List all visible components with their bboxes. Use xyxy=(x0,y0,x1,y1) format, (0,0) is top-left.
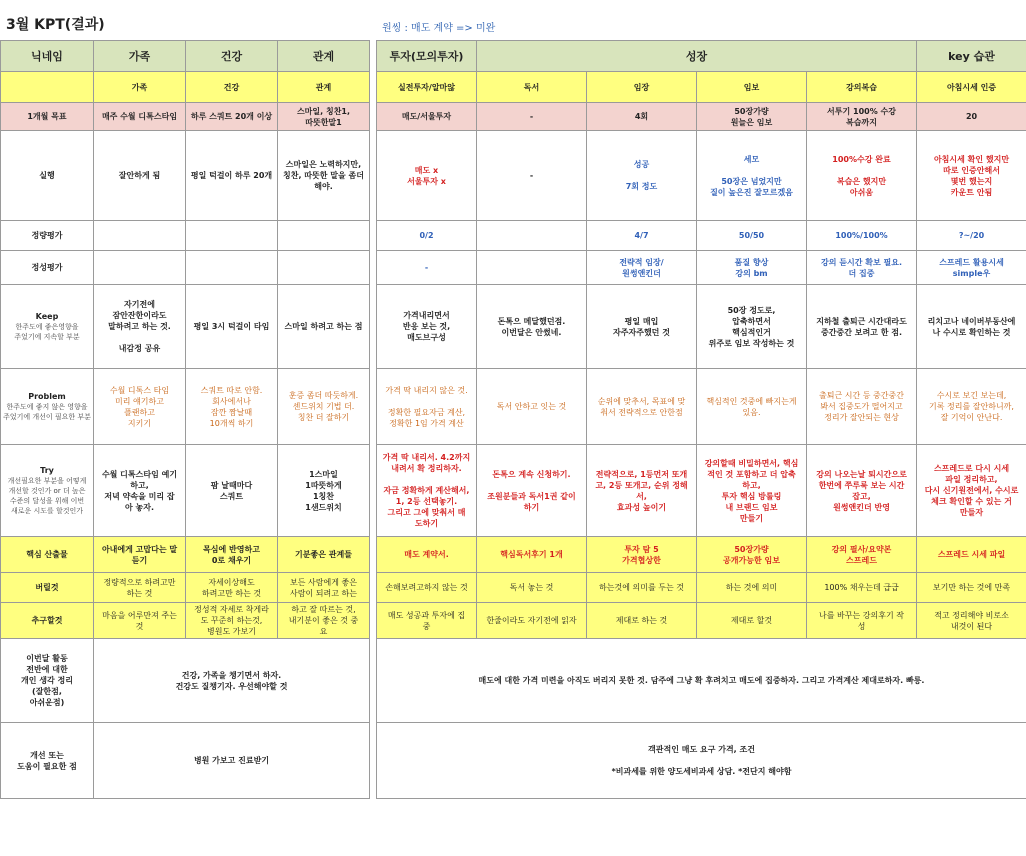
keep-cell: 리치고나 네이버부동산에 나 수시로 확인하는 것 xyxy=(917,285,1026,369)
header-health: 건강 xyxy=(186,41,278,72)
quant-label xyxy=(1,221,94,251)
header-relation: 관계 xyxy=(278,41,370,72)
try-cell: 돈톡으 계속 신청하기. 조원분들과 독서1권 같이 하기 xyxy=(477,445,587,537)
try-description: 개선필요한 부분을 어떻게 개선할 것인가 or 더 높은 수준의 달성을 위해 이번 새로운 시도를 할것인가 xyxy=(7,477,87,515)
core-cell: 투자 탐 5 가격협상한 xyxy=(587,537,697,573)
sub-lecture-review: 강의복습 xyxy=(807,72,917,103)
quant-row xyxy=(1,221,1026,251)
core-label-text: 핵심 산출물 xyxy=(26,550,68,559)
quant-cell xyxy=(186,221,278,251)
goal-label xyxy=(1,103,94,131)
review-left: 건강, 가족을 챙기면서 하자. 건강도 질챙기자. 우선해야할 것 xyxy=(94,639,370,723)
column-gap xyxy=(370,603,377,639)
try-cell: 강의할때 비밀하면서, 핵심 적인 것 포함하고 더 압축 하고, 투자 핵심 방룰링 내 브랜드 임보 만들기 xyxy=(697,445,807,537)
column-gap xyxy=(370,573,377,603)
keep-cell: 평일 3시 턱걸이 타임 xyxy=(186,285,278,369)
exec-cell: 잘안하게 됨 xyxy=(94,131,186,221)
problem-cell: 순위에 맞추서, 목표에 맞 춰서 전략적으로 안한점 xyxy=(587,369,697,445)
problem-description: 한주도에 좋지 않은 영향을 주었기에 개선이 필요한 부분 xyxy=(3,403,91,421)
pursue-cell: 나를 바꾸는 강의후기 작 성 xyxy=(807,603,917,639)
problem-cell: 출퇴근 시간 등 중간중간 봐서 집중도가 떨어지고 정리가 잘안되는 현상 xyxy=(807,369,917,445)
column-gap xyxy=(370,131,377,221)
header-family: 가족 xyxy=(94,41,186,72)
help-row xyxy=(1,723,1026,799)
core-cell: 아내에게 고맙다는 말 듣기 xyxy=(94,537,186,573)
problem-cell: 독서 안하고 잇는 것 xyxy=(477,369,587,445)
problem-cell: 스쿼트 따로 안함. 회사에서나 잠깐 짬날때 10개씩 하기 xyxy=(186,369,278,445)
drop-cell: 보기만 하는 것에 만족 xyxy=(917,573,1026,603)
pursue-cell: 적고 정리해야 비로소 내것이 된다 xyxy=(917,603,1026,639)
problem-cell: 수월 디톡스 타임 미리 얘기하고 플랜하고 지키기 xyxy=(94,369,186,445)
drop-cell: 100% 채우는데 급급 xyxy=(807,573,917,603)
sub-relation: 관계 xyxy=(278,72,370,103)
sub-morning-price: 아침시세 인증 xyxy=(917,72,1026,103)
quant-cell xyxy=(94,221,186,251)
try-label-text: Try xyxy=(40,466,54,475)
qual-label xyxy=(1,251,94,285)
sub-reading: 독서 xyxy=(477,72,587,103)
qual-cell: 품질 향상 강의 bm xyxy=(697,251,807,285)
header-key-habit: key 습관 xyxy=(917,41,1026,72)
problem-cell: 가격 딱 내리지 않은 것. 정확한 필요자금 계산, 정확한 1임 가격 계산 xyxy=(377,369,477,445)
problem-label-text: Problem xyxy=(28,392,66,401)
quant-cell: 100%/100% xyxy=(807,221,917,251)
try-cell: 가격 딱 내리서. 4.2까지 내려서 확 정리하자. 자금 정확하게 계산해서, 1, 2등 선택놓기. 그리고 그에 맞춰서 매 도하기 xyxy=(377,445,477,537)
exec-cell: 세모 50장은 넘었지만 질이 높은진 잘모르겠음 xyxy=(697,131,807,221)
core-label xyxy=(1,537,94,573)
problem-label xyxy=(1,369,94,445)
kpt-table xyxy=(0,40,1026,799)
drop-cell: 자세이상해도 하려고만 하는 것 xyxy=(186,573,278,603)
quant-cell: ?~/20 xyxy=(917,221,1026,251)
pursue-cell: 하고 잘 따르는 것, 내기분이 좋은 것 중 요 xyxy=(278,603,370,639)
sub-invest: 실전투자/알마않 xyxy=(377,72,477,103)
pursue-cell: 제대로 하는 것 xyxy=(587,603,697,639)
try-cell: 팜 날때마다 스쿼트 xyxy=(186,445,278,537)
keep-description: 한주도에 좋은영향을 주었기에 지속할 부분 xyxy=(14,323,80,341)
drop-cell: 정량적으로 하려고만 하는 것 xyxy=(94,573,186,603)
pursue-cell: 마음을 어루만져 주는 것 xyxy=(94,603,186,639)
core-cell: 매도 계약서. xyxy=(377,537,477,573)
exec-cell: 100%수강 완료 복습은 했지만 아쉬움 xyxy=(807,131,917,221)
qual-cell xyxy=(186,251,278,285)
drop-label xyxy=(1,573,94,603)
exec-cell: - xyxy=(477,131,587,221)
problem-row xyxy=(1,369,1026,445)
qual-cell: 강의 듣시간 확보 필요. 더 집중 xyxy=(807,251,917,285)
sub-family: 가족 xyxy=(94,72,186,103)
problem-cell: 수시로 보긴 보는데, 기록 정리를 잘안하니까, 잘 기억이 안난다. xyxy=(917,369,1026,445)
one-thing-note: 원씽 : 매도 계약 => 미완 xyxy=(382,23,496,34)
page-title: 3월 KPT(결과) xyxy=(6,17,105,33)
column-gap xyxy=(370,285,377,369)
goal-cell: 매주 수월 디톡스타임 xyxy=(94,103,186,131)
sub-imjang: 임장 xyxy=(587,72,697,103)
try-cell: 강의 나오는날 퇴시간으로 한번에 쭈루룩 보는 시간 잡고, 원썽앤킨더 반영 xyxy=(807,445,917,537)
pursue-cell: 한줄이라도 자기전에 읽자 xyxy=(477,603,587,639)
drop-row xyxy=(1,573,1026,603)
quant-cell: 0/2 xyxy=(377,221,477,251)
quant-cell xyxy=(477,221,587,251)
core-cell: 기분좋은 관계들 xyxy=(278,537,370,573)
goal-cell: 50장가량 원늘은 임보 xyxy=(697,103,807,131)
keep-row xyxy=(1,285,1026,369)
drop-cell: 독서 놓는 것 xyxy=(477,573,587,603)
help-left: 병원 가보고 진료받기 xyxy=(94,723,370,799)
pursue-label-text: 추구할것 xyxy=(31,616,63,625)
review-label: 이번달 활동 전반에 대한 개인 생각 정리 (잘한점, 아쉬운점) xyxy=(1,639,94,723)
keep-cell: 평일 매입 자주자주했던 것 xyxy=(587,285,697,369)
qual-cell xyxy=(477,251,587,285)
sub-imbo: 임보 xyxy=(697,72,807,103)
try-row xyxy=(1,445,1026,537)
core-row xyxy=(1,537,1026,573)
help-label: 개선 또는 도움이 필요한 점 xyxy=(1,723,94,799)
qual-row xyxy=(1,251,1026,285)
exec-cell: 매도 x 서울투자 x xyxy=(377,131,477,221)
goal-label-text: 1개월 목표 xyxy=(27,112,67,121)
column-gap xyxy=(370,445,377,537)
goal-cell: 20 xyxy=(917,103,1026,131)
pursue-cell: 제대로 할것 xyxy=(697,603,807,639)
header-invest: 투자(모의투자) xyxy=(377,41,477,72)
exec-cell: 스마일은 노력하지만, 칭찬, 따뜻한 말을 좀더 해야. xyxy=(278,131,370,221)
keep-label xyxy=(1,285,94,369)
exec-cell: 아침시세 확인 했지만 따로 인증안해서 몇번 했는지 카운트 안됨 xyxy=(917,131,1026,221)
keep-cell: 스마일 하려고 하는 점 xyxy=(278,285,370,369)
header-nickname: 닉네임 xyxy=(1,41,94,72)
drop-cell: 하는것에 의미를 두는 것 xyxy=(587,573,697,603)
quant-label-text: 정량평가 xyxy=(31,231,63,240)
keep-cell: 지하철 출퇴근 시간대라도 중간중간 보려고 한 점. xyxy=(807,285,917,369)
drop-label-text: 버릴것 xyxy=(35,583,59,592)
goal-cell: 스마일, 칭찬1, 따뜻한말1 xyxy=(278,103,370,131)
pursue-row xyxy=(1,603,1026,639)
try-cell: 스프레드로 다시 시세 파일 정리하고, 다시 신기원전에서, 수시로 체크 확인할 수 있는 거 만들자 xyxy=(917,445,1026,537)
exec-cell: 성공 7회 정도 xyxy=(587,131,697,221)
review-right: 매도에 대한 가격 미련을 아직도 버리지 못한 것. 담주에 그냥 확 후려치고 매도에 집중하자. 그리고 가격계산 제대로하자. 빠릉. xyxy=(377,639,1026,723)
keep-cell: 50장 정도로, 압축하면서 핵심적인거 위주로 임보 작성하는 것 xyxy=(697,285,807,369)
qual-cell: 스프레드 활용시세 simple우 xyxy=(917,251,1026,285)
keep-label-text: Keep xyxy=(35,312,59,321)
goal-cell: 4회 xyxy=(587,103,697,131)
column-gap xyxy=(370,103,377,131)
exec-label xyxy=(1,131,94,221)
qual-cell xyxy=(278,251,370,285)
drop-cell: 하는 것에 의미 xyxy=(697,573,807,603)
goal-row xyxy=(1,103,1026,131)
core-cell: 목심에 반영하고 0로 채우기 xyxy=(186,537,278,573)
column-gap xyxy=(370,369,377,445)
drop-cell: 손해보려고하지 않는 것 xyxy=(377,573,477,603)
core-cell: 50장가량 공개가능한 임보 xyxy=(697,537,807,573)
core-cell: 강의 필사/요약본 스프레드 xyxy=(807,537,917,573)
review-row xyxy=(1,639,1026,723)
pursue-cell: 매도 성공과 투자에 집 중 xyxy=(377,603,477,639)
column-gap xyxy=(370,221,377,251)
sub-health: 건강 xyxy=(186,72,278,103)
quant-cell xyxy=(278,221,370,251)
keep-cell: 자기전에 잠안잔한이라도 말하려고 하는 것. 내감정 공유 xyxy=(94,285,186,369)
goal-cell: 서투기 100% 수강 복습까지 xyxy=(807,103,917,131)
quant-cell: 50/50 xyxy=(697,221,807,251)
try-cell: 전략적으로, 1등먼저 또개 고, 2등 또개고, 순위 정해 서, 효과성 높이기 xyxy=(587,445,697,537)
qual-cell: 전략적 임장/ 원썽앤킨더 xyxy=(587,251,697,285)
keep-cell: 가격내리면서 반응 보는 것, 매도브구성 xyxy=(377,285,477,369)
drop-cell: 보든 사람에게 좋은 사람이 되려고 하는 xyxy=(278,573,370,603)
quant-cell: 4/7 xyxy=(587,221,697,251)
sub-empty xyxy=(1,72,94,103)
try-cell: 수월 디톡스타임 예기 하고, 저녁 약속을 미리 잡 아 놓자. xyxy=(94,445,186,537)
try-label xyxy=(1,445,94,537)
goal-cell: - xyxy=(477,103,587,131)
try-cell: 1스마일 1따뜻하게 1칭찬 1샌드위치 xyxy=(278,445,370,537)
keep-cell: 돈톡으 메달했던점. 이번달은 안썼네. xyxy=(477,285,587,369)
header-growth: 성장 xyxy=(477,41,917,72)
column-gap xyxy=(370,251,377,285)
help-right: 객관적인 매도 요구 가격, 조건 *비과세를 위한 양도세비과세 상담. *전단지 해야함 xyxy=(377,723,1026,799)
pursue-label xyxy=(1,603,94,639)
exec-row xyxy=(1,131,1026,221)
goal-cell: 하루 스쿼트 20개 이상 xyxy=(186,103,278,131)
pursue-cell: 정성적 자세로 착게라 도 꾸준히 하는것, 병원도 가보기 xyxy=(186,603,278,639)
qual-cell xyxy=(94,251,186,285)
qual-label-text: 정성평가 xyxy=(31,263,63,272)
exec-cell: 평일 턱걸이 하루 20개 xyxy=(186,131,278,221)
goal-cell: 매도/서울투자 xyxy=(377,103,477,131)
column-gap xyxy=(370,537,377,573)
core-cell: 스프레드 시세 파일 xyxy=(917,537,1026,573)
core-cell: 핵심독서후기 1개 xyxy=(477,537,587,573)
exec-label-text: 실행 xyxy=(39,171,55,180)
problem-cell: 훈증 좀더 따듯하게. 센드위치 기법 더. 칭찬 더 잘하기 xyxy=(278,369,370,445)
qual-cell: - xyxy=(377,251,477,285)
problem-cell: 핵심적인 것중에 빠지는게 있음. xyxy=(697,369,807,445)
